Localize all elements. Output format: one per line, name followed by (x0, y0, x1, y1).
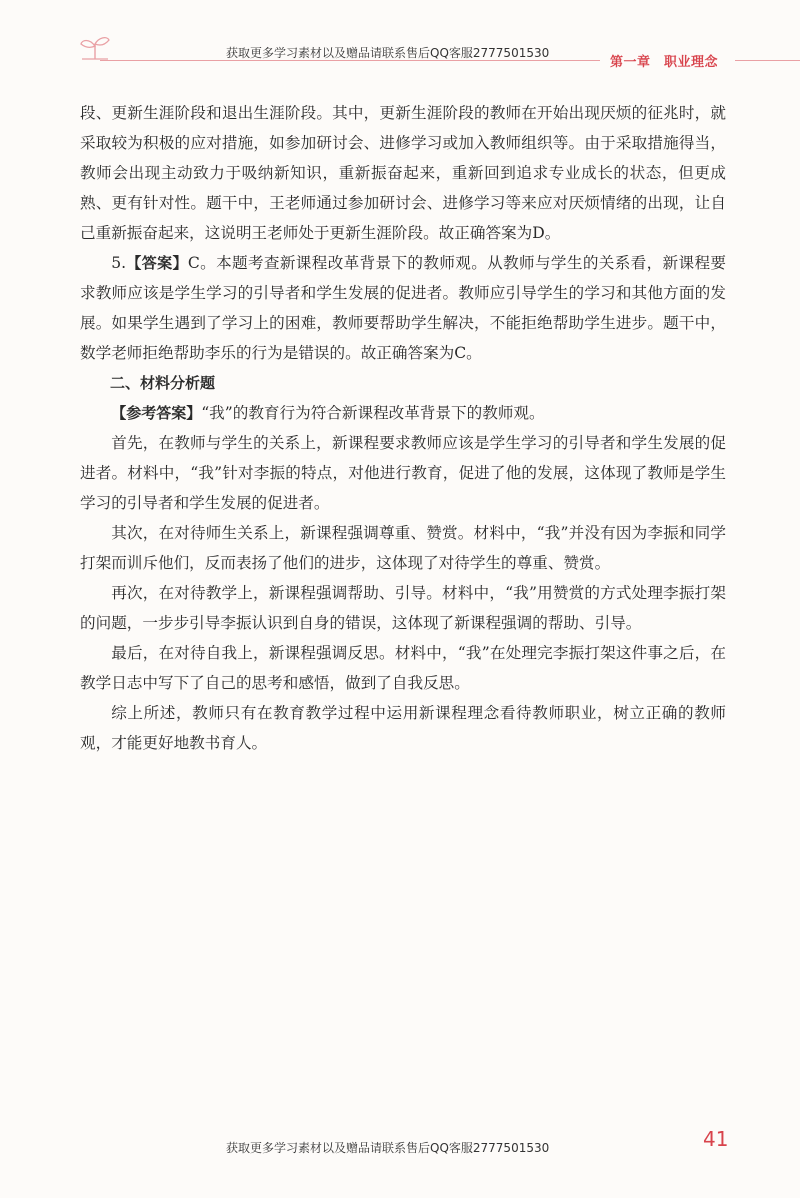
section-heading: 二、材料分析题 (110, 374, 216, 392)
page-header (0, 30, 800, 70)
paragraph-continuation: 段、更新生涯阶段和退出生涯阶段。其中，更新生涯阶段的教师在开始出现厌烦的征兆时，就采取较为积极的应对措施，如参加研讨会、进修学习或加入教师组织等。由于采取措施得当，教师会出现主动致力于吸纳新知识，重新振奋起来，重新回到追求专业成长的状态，但更成熟、更有针对性。题干中，王老师通过参加研讨会、进修学习等来应对厌烦情绪的出现，让自己重新振奋起来，这说明王老师处于更新生涯阶段。故正确答案为D。 (80, 104, 726, 242)
header-watermark: 获取更多学习素材以及赠品请联系售后QQ客服2777501530 (226, 46, 550, 60)
page-number: 41 (703, 1127, 729, 1151)
footer-watermark: 获取更多学习素材以及赠品请联系售后QQ客服2777501530 (226, 1141, 550, 1155)
paragraph-summary: 综上所述，教师只有在教育教学过程中运用新课程理念看待教师职业，树立正确的教师观，才能更好地教书育人。 (80, 704, 726, 752)
reference-answer-text: “我”的教育行为符合新课程改革背景下的教师观。 (201, 404, 545, 422)
answer-5-number: 5. (111, 254, 127, 272)
answer-5 (80, 248, 726, 368)
header-rule-right (735, 60, 800, 61)
paragraph-last: 最后，在对待自我上，新课程强调反思。材料中，“我”在处理完李振打架这件事之后，在教学日志中写下了自己的思考和感悟，做到了自我反思。 (80, 644, 726, 692)
answer-5-text: C。本题考查新课程改革背景下的教师观。从教师与学生的关系看，新课程要求教师应该是学生学习的引导者和学生发展的促进者。教师应引导学生的学习和其他方面的发展。如果学生遇到了学习上的困难，教师要帮助学生解决，不能拒绝帮助学生进步。题干中，数学老师拒绝帮助李乐的行为是错误的。故正确答案为C。 (80, 254, 726, 362)
paragraph-first: 首先，在教师与学生的关系上，新课程要求教师应该是学生学习的引导者和学生发展的促进者。材料中，“我”针对李振的特点，对他进行教育，促进了他的发展，这体现了教师是学生学习的引导者和学生发展的促进者。 (80, 434, 726, 512)
chapter-title: 第一章 职业理念 (610, 55, 719, 70)
paragraph-second: 其次，在对待师生关系上，新课程强调尊重、赞赏。材料中，“我”并没有因为李振和同学打架而训斥他们，反而表扬了他们的进步，这体现了对待学生的尊重、赞赏。 (80, 524, 726, 572)
page-body (80, 98, 726, 758)
reference-answer (80, 398, 726, 428)
paragraph-third: 再次，在对待教学上，新课程强调帮助、引导。材料中，“我”用赞赏的方式处理李振打架的问题，一步步引导李振认识到自身的错误，这体现了新课程强调的帮助、引导。 (80, 584, 726, 632)
sprout-icon (78, 34, 112, 60)
answer-label: 【答案】 (126, 254, 188, 272)
reference-answer-label: 【参考答案】 (111, 404, 202, 422)
